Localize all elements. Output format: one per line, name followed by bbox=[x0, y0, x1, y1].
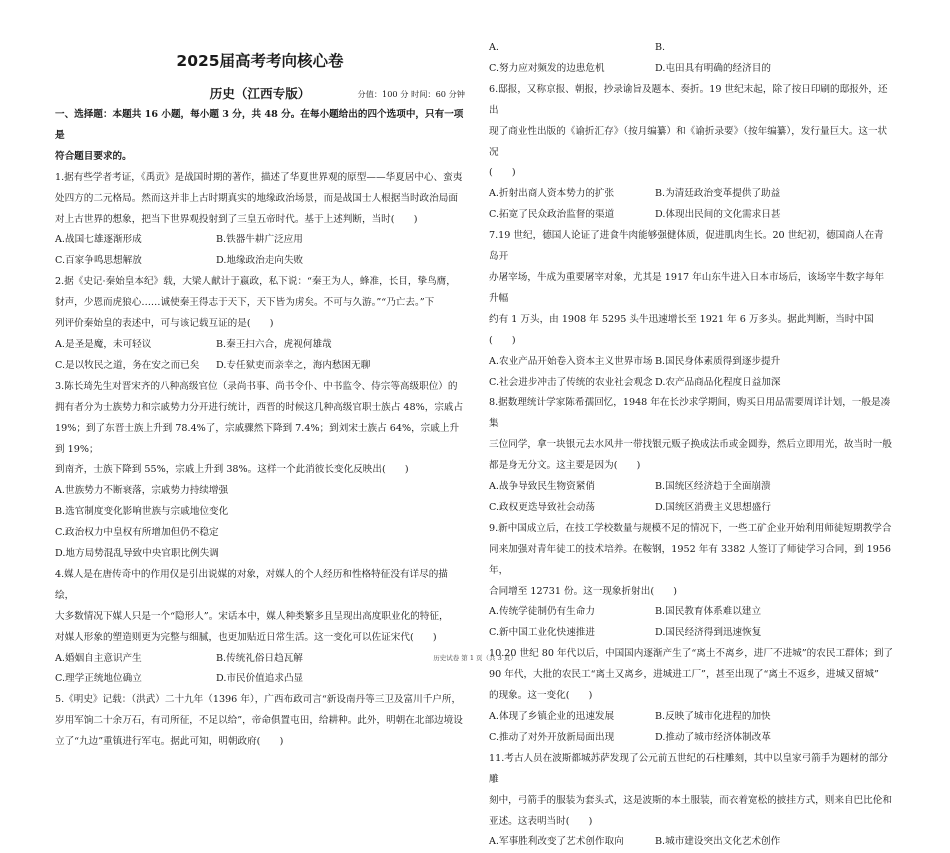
page-footer: 历史试卷 第 1 页（共 3 页） bbox=[433, 654, 517, 662]
exam-title: 2025届高考考向核心卷 bbox=[176, 52, 344, 70]
section-instruction: 一、选择题：本题共 16 小题，每小题 3 分，共 48 分。在每小题给出的四个选项中，只有一项是 bbox=[55, 109, 464, 141]
option-d[interactable]: D.推动了城市经济体制改革 bbox=[655, 731, 771, 743]
option-c[interactable]: C.百家争鸣思想解放 bbox=[55, 255, 142, 267]
option-b[interactable]: B.秦王扫六合，虎视何雄哉 bbox=[216, 338, 332, 350]
option-c[interactable]: C.推动了对外开放新局面出现 bbox=[489, 731, 615, 743]
question-stem: 2.据《史记·秦始皇本纪》载，大梁人献计于嬴政，私下说：“秦王为人，蜂准，长目，挚鸟膺， bbox=[55, 276, 456, 288]
option-c[interactable]: C.是以牧民之道，务在安之而已矣 bbox=[55, 359, 200, 371]
section-instruction-cont: 符合题目要求的。 bbox=[55, 150, 132, 162]
option-c[interactable]: C.政治权力中皇权有所增加但仍不稳定 bbox=[55, 527, 219, 539]
option-c[interactable]: C.努力应对频发的边患危机 bbox=[489, 62, 605, 74]
option-c[interactable]: C.新中国工业化快速推进 bbox=[489, 627, 595, 639]
question-5 bbox=[55, 690, 465, 753]
option-a[interactable]: A.折射出商人资本势力的扩张 bbox=[489, 188, 615, 200]
score-time-info: 分值：100 分 时间：60 分钟 bbox=[357, 89, 465, 99]
question-11 bbox=[489, 749, 893, 853]
option-d[interactable]: D.市民价值追求凸显 bbox=[216, 673, 304, 685]
question-stem: 都是身无分文。这主要是因为( ) bbox=[489, 460, 641, 472]
question-stem: 拥有者分为士族势力和宗戚势力分开进行统计，西晋的时候这几种高级官职士族占 48%，宗戚占 bbox=[55, 401, 464, 413]
option-b[interactable]: B.城市建设突出文化艺术创作 bbox=[655, 836, 781, 848]
option-c[interactable]: C.社会进步冲击了传统的农业社会观念 bbox=[489, 376, 653, 388]
question-stem: 1.据有些学者考证，《禹贡》是战国时期的著作，描述了华夏世界观的原型——华夏居中心、蛮夷 bbox=[55, 171, 463, 183]
question-stem: 列评价秦始皇的表述中，可与该记载互证的是( ) bbox=[55, 318, 274, 330]
option-b[interactable]: B.国民身体素质得到逐步提升 bbox=[655, 355, 781, 367]
subject-title: 历史（江西专版） bbox=[209, 86, 311, 101]
option-d[interactable]: D.国统区消费主义思想盛行 bbox=[655, 501, 771, 513]
option-b[interactable]: B. bbox=[655, 42, 666, 53]
question-1 bbox=[55, 168, 465, 273]
left-column bbox=[55, 0, 465, 753]
question-stem: 90 年代，大批的农民工“离土又离乡，进城进工厂”，甚至出现了“离土不返乡，进城又留城” bbox=[489, 669, 879, 681]
option-b[interactable]: B.为清廷政治变革提供了助益 bbox=[655, 188, 781, 200]
question-stem: 7.19 世纪，德国人论证了进食牛肉能够强健体质，促进肌肉生长。20 世纪初，德国商人在青岛开 bbox=[489, 230, 884, 263]
question-stem: 19%；到了东晋士族上升到 78.4%了，宗戚骤然下降到 7.4%；到刘宋士族占 64%，宗戚上升到 19%； bbox=[55, 422, 460, 455]
option-b[interactable]: B.传统礼俗日趋瓦解 bbox=[216, 652, 303, 664]
option-a[interactable]: A.战国七雄逐渐形成 bbox=[55, 234, 142, 246]
option-a[interactable]: A.体现了乡镇企业的迅速发展 bbox=[489, 711, 615, 722]
question-stem: 办屠宰场，牛成为重要屠宰对象，尤其是 1917 年山东牛进入日本市场后，该场宰牛数字每年升幅 bbox=[489, 271, 885, 304]
option-b[interactable]: B.选官制度变化影响世族与宗戚地位变化 bbox=[55, 506, 229, 518]
question-stem: 对上古世界的想象，把当下世界观投射到了三皇五帝时代。基于上述判断，当时( ) bbox=[55, 213, 418, 225]
question-stem: 岁用军饷二十余万石，有司所征，不足以给”，帝命俱置屯田，给耕种。此外，明朝在北部边境设 bbox=[55, 715, 463, 727]
question-9 bbox=[489, 519, 893, 644]
question-stem: 的现象。这一变化( ) bbox=[489, 690, 593, 702]
question-stem: 10.20 世纪 80 年代以后，中国国内逐渐产生了“离土不离乡，进厂不进城”的农民工群体；到了 bbox=[489, 648, 894, 660]
option-a[interactable]: A. bbox=[489, 42, 499, 53]
option-d[interactable]: D.地缘政治走向失败 bbox=[216, 255, 304, 267]
option-a[interactable]: A.军事胜利改变了艺术创作取向 bbox=[489, 836, 624, 848]
question-stem: 9.新中国成立后，在技工学校数量与规模不足的情况下，一些工矿企业开始利用师徒短期教学合 bbox=[489, 522, 892, 534]
option-d[interactable]: D.农产品商品化程度日益加深 bbox=[655, 376, 781, 388]
question-6 bbox=[489, 80, 893, 226]
option-d[interactable]: D.国民经济得到迅速恢复 bbox=[655, 627, 762, 639]
question-2 bbox=[55, 272, 465, 377]
question-stem: ( ) bbox=[489, 167, 516, 179]
question-stem: 11.考古人员在波斯都城苏萨发现了公元前五世纪的石柱雕刻，其中以皇家弓箭手为题材的部分雕 bbox=[489, 752, 889, 785]
question-stem: 3.陈长琦先生对晋宋齐的八种高级官位（录尚书事、尚书令仆、中书监令、侍宗等高级职位）的 bbox=[55, 380, 458, 392]
question-7 bbox=[489, 226, 893, 393]
option-d[interactable]: D.专任狱吏而亲幸之，海内愁困无聊 bbox=[216, 359, 371, 371]
question-stem: 亚述。这表明当时( ) bbox=[489, 815, 593, 827]
option-b[interactable]: B.反映了城市化进程的加快 bbox=[655, 711, 771, 722]
right-column bbox=[489, 0, 893, 853]
option-c[interactable]: C.政权更迭导致社会动荡 bbox=[489, 501, 595, 513]
question-stem: 6.邸报，又称京报、朝报，抄录谕旨及题本、奏折。19 世纪末起，除了按日印刷的邸报外，还出 bbox=[489, 83, 888, 116]
question-stem: 对媒人形象的塑造则更为完整与细腻，也更加贴近日常生活。这一变化可以佐证宋代( ) bbox=[55, 631, 437, 643]
question-stem: 现了商业性出版的《谕折汇存》（按月编纂）和《谕折录要》（按年编纂），发行量巨大。这一状况 bbox=[489, 125, 888, 158]
question-stem: 同来加强对青年徒工的技术培养。在鞍钢，1952 年有 3382 人签订了师徒学习合同，到 1956 年， bbox=[489, 543, 892, 576]
question-stem: 到南齐，士族下降到 55%，宗戚上升到 38%。这样一个此消彼长变化反映出( ) bbox=[55, 464, 409, 476]
option-a[interactable]: A.农业产品开始卷入资本主义世界市场 bbox=[489, 355, 653, 367]
subject-header bbox=[55, 83, 465, 105]
option-a[interactable]: A.是圣是魔，未可轻议 bbox=[55, 338, 152, 350]
question-stem: 4.媒人是在唐传奇中的作用仅是引出说媒的对象，对媒人的个人经历和性格特征没有详尽的描绘， bbox=[55, 568, 448, 601]
option-a[interactable]: A.世族势力不断衰落，宗戚势力持续增强 bbox=[55, 485, 229, 497]
option-d[interactable]: D.体现出民间的文化需求日甚 bbox=[655, 209, 781, 221]
question-stem: 大多数情况下媒人只是一个“隐形人”。宋话本中，媒人种类繁多且呈现出高度职业化的特征， bbox=[55, 610, 449, 622]
option-d[interactable]: D.地方局势混乱导致中央官职比例失调 bbox=[55, 548, 219, 560]
question-stem: 立了“九边”重镇进行军屯。据此可知，明朝政府( ) bbox=[55, 736, 284, 748]
option-c[interactable]: C.理学正统地位确立 bbox=[55, 673, 142, 685]
option-c[interactable]: C.拓宽了民众政治监督的渠道 bbox=[489, 209, 615, 221]
question-stem: 5.《明史》记载：（洪武）二十九年（1396 年），广西布政司言“新设南丹等三卫及富川千户所， bbox=[55, 694, 462, 706]
question-3 bbox=[55, 377, 465, 565]
option-a[interactable]: A.传统学徒制仍有生命力 bbox=[489, 606, 595, 618]
question-stem: 刻中，弓箭手的服装为套头式，这是波斯的本土服装，而衣着宽松的披挂方式，则来自巴比伦和 bbox=[489, 794, 892, 806]
question-stem: 约有 1 万头，由 1908 年 5295 头牛迅速增长至 1921 年 6 万多头。据此判断，当时中国( ) bbox=[489, 313, 874, 346]
option-a[interactable]: A.婚姻自主意识产生 bbox=[55, 652, 142, 664]
option-b[interactable]: B.铁器牛耕广泛应用 bbox=[216, 234, 303, 246]
question-stem: 豺声，少恩而虎狼心……诚使秦王得志于天下，天下皆为虏矣。不可与久游。”“乃亡去。”下 bbox=[55, 297, 435, 309]
option-b[interactable]: B.国民教育体系难以建立 bbox=[655, 606, 762, 618]
question-stem: 处四方的二元格局。然而这并非上古时期真实的地缘政治场景，而是战国士人根据当时政治局面 bbox=[55, 192, 458, 204]
question-stem: 8.据数理统计学家陈希孺回忆，1948 年在长沙求学期间，购买日用品需要周详计划，一般是凑集 bbox=[489, 397, 891, 430]
option-a[interactable]: A.战争导致民生物资紧俏 bbox=[489, 481, 595, 493]
option-b[interactable]: B.国统区经济趋于全面崩溃 bbox=[655, 481, 771, 493]
question-stem: 三位同学，拿一块银元去水风井一带找银元贩子换成法币或金圆券，然后立即用光，故当时一般 bbox=[489, 439, 892, 451]
question-8 bbox=[489, 393, 893, 518]
question-stem: 合同增至 12731 份。这一现象折射出( ) bbox=[489, 585, 678, 597]
option-d[interactable]: D.屯田具有明确的经济目的 bbox=[655, 62, 771, 74]
